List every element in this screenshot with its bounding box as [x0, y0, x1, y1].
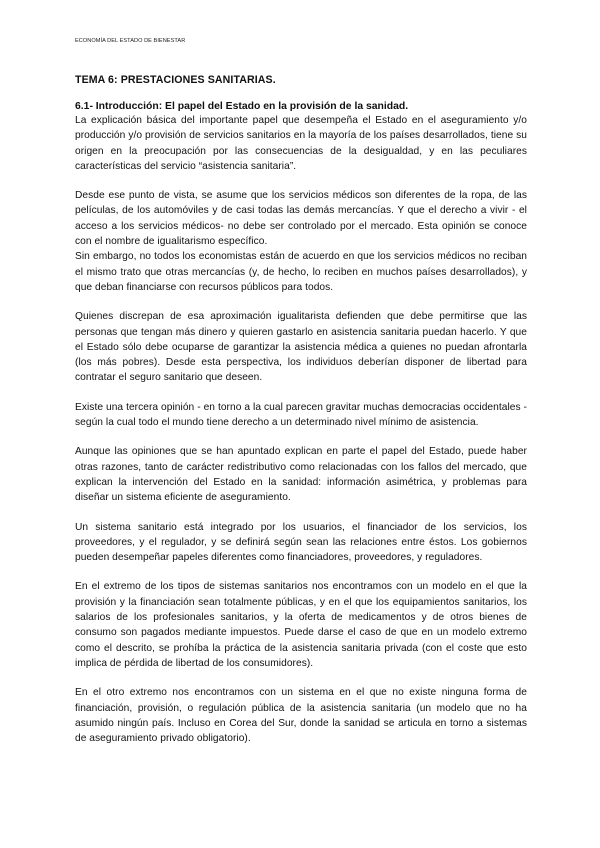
paragraph-7: Un sistema sanitario está integrado por los usuarios, el financiador de los servicios, los proveedores, y el regulador, y se definirá según sean las relaciones entre éstos. Los gobiernos pueden desempeñar papeles diferentes como financiadores, proveedores, y reguladores. — [75, 521, 527, 564]
document-body — [75, 74, 527, 760]
paragraph-2: Desde ese punto de vista, se asume que los servicios médicos son diferentes de la ropa, de las películas, de los automóviles y de casi todas las demás mercancías. Y que el derecho a vivir - el acceso a los servicios médicos- no debe ser controlado por el mercado. Esta opinión se conoce con el nombre de igualitarismo específico. — [75, 190, 527, 248]
paragraph-6: Aunque las opiniones que se han apuntado explican en parte el papel del Estado, puede haber otras razones, tanto de carácter redistributivo como relacionadas con los fallos del mercado, que explican la intervención del Estado en la sanidad: información asimétrica, y problemas para diseñar un sistema eficiente de aseguramiento. — [75, 446, 527, 504]
chapter-title: TEMA 6: PRESTACIONES SANITARIAS. — [75, 74, 276, 86]
paragraph-1: La explicación básica del importante papel que desempeña el Estado en el aseguramiento y/o producción y/o provisión de servicios sanitarios en la mayoría de los países desarrollados, tiene su origen en la preocupación por las consecuencias de la desigualdad, y en las peculiares características del servicio “asistencia sanitaria”. — [75, 115, 527, 172]
paragraph-4: Quienes discrepan de esa aproximación igualitarista defienden que debe permitirse que las personas que tengan más dinero y quieren gastarlo en asistencia sanitaria puedan hacerlo. Y que el Estado sólo debe ocuparse de garantizar la asistencia médica a quienes no puedan afrontarla (los más pobres). Desde esta perspectiva, los individuos deberían disponer de libertad para contratar el seguro sanitario que deseen. — [75, 311, 527, 384]
section-title: 6.1- Introducción: El papel del Estado en la provisión de la sanidad. — [75, 101, 409, 112]
paragraph-9: En el otro extremo nos encontramos con un sistema en el que no existe ninguna forma de financiación, provisión, o regulación pública de la asistencia sanitaria (un modelo que no ha asumido ningún país. Incluso en Corea del Sur, donde la sanidad se articula en torno a sistemas de aseguramiento privado obligatorio). — [75, 687, 527, 745]
paragraph-5: Existe una tercera opinión - en torno a la cual parecen gravitar muchas democracias occidentales - según la cual todo el mundo tiene derecho a un determinado nivel mínimo de asistencia. — [75, 401, 527, 429]
paragraph-8: En el extremo de los tipos de sistemas sanitarios nos encontramos con un modelo en el que la provisión y la financiación sean totalmente públicas, y en el que los equipamientos sanitarios, los salarios de los profesionales sanitarios, y la oferta de medicamentos y de otros bienes de consumo son pagados mediante impuestos. Puede darse el caso de que en un modelo extremo como el descrito, se prohíba la práctica de la asistencia sanitaria privada (con el coste que esto implica de pérdida de libertad de los consumidores). — [75, 581, 527, 669]
running-header: ECONOMÍA DEL ESTADO DE BIENESTAR — [75, 38, 186, 44]
paragraph-3: Sin embargo, no todos los economistas están de acuerdo en que los servicios médicos no reciban el mismo trato que otras mercancías (y, de hecho, lo reciben en muchos países desarrollados), y que deban financiarse con recursos públicos para todos. — [75, 251, 527, 293]
